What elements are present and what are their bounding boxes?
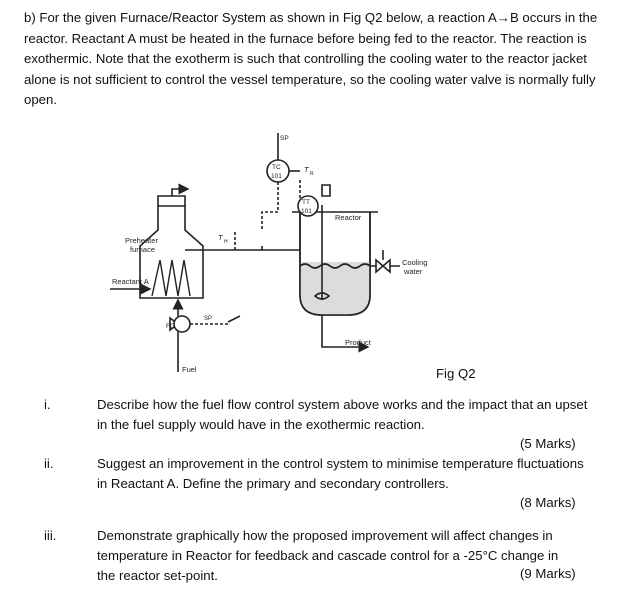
cooling-valve — [376, 260, 390, 272]
question-marks: (8 Marks) — [520, 495, 576, 510]
fc-bubble — [174, 316, 190, 332]
question-number: i. — [44, 397, 51, 412]
tc-number: 101 — [271, 173, 282, 180]
question-text: Demonstrate graphically how the proposed improvement will affect changes in temperature in Reactor for feedback and cascade control for a -25°C change in the reactor set-point. — [97, 528, 559, 583]
tc-label: TC — [272, 164, 281, 171]
furnace-label: furnace — [130, 245, 156, 254]
reactant-label: Reactant A — [112, 277, 149, 286]
tt-label: TT — [302, 199, 310, 206]
question-marks: (5 Marks) — [520, 436, 576, 451]
flue-arrow — [172, 189, 188, 196]
fuel-label: Fuel — [182, 365, 197, 374]
tt-number: 101 — [301, 208, 312, 215]
tr-label: T — [304, 165, 309, 174]
sp-label: SP — [280, 135, 289, 142]
fc-label: FC — [166, 323, 175, 330]
question-number: iii. — [44, 528, 57, 543]
water-label: water — [404, 267, 423, 276]
furnace-stack — [158, 196, 185, 206]
question-text: Suggest an improvement in the control system to minimise temperature fluctuations in Reactant A. Define the primary and secondary controllers. — [97, 456, 584, 491]
question-marks: (9 Marks) — [520, 566, 576, 581]
th-sub: H — [224, 239, 228, 245]
product-label: Product — [345, 338, 371, 347]
reactor-liquid — [300, 262, 370, 315]
question-number: ii. — [44, 456, 54, 471]
preheater-label: Preheater — [125, 236, 158, 245]
th-label: T — [218, 233, 223, 242]
figure-caption: Fig Q2 — [436, 366, 476, 381]
tr-sub: R — [310, 171, 314, 177]
reactor-label: Reactor — [335, 213, 362, 222]
intro-paragraph: b) For the given Furnace/Reactor System as shown in Fig Q2 below, a reaction A→B occurs in the reactor. Reactant A must be heated in the furnace before being fed to the reactor. The reaction is exothermic. Note that the exotherm is such that controlling the cooling water to the reactor jacket alone is not sufficient to control the vessel temperature, so the cooling water valve is normally fully open. — [24, 10, 598, 107]
question-text: Describe how the fuel flow control system above works and the impact that an upset in the fuel supply would have in the exothermic reaction. — [97, 397, 588, 432]
cooling-label: Cooling — [402, 258, 428, 267]
sp2-label: SP — [204, 316, 213, 322]
